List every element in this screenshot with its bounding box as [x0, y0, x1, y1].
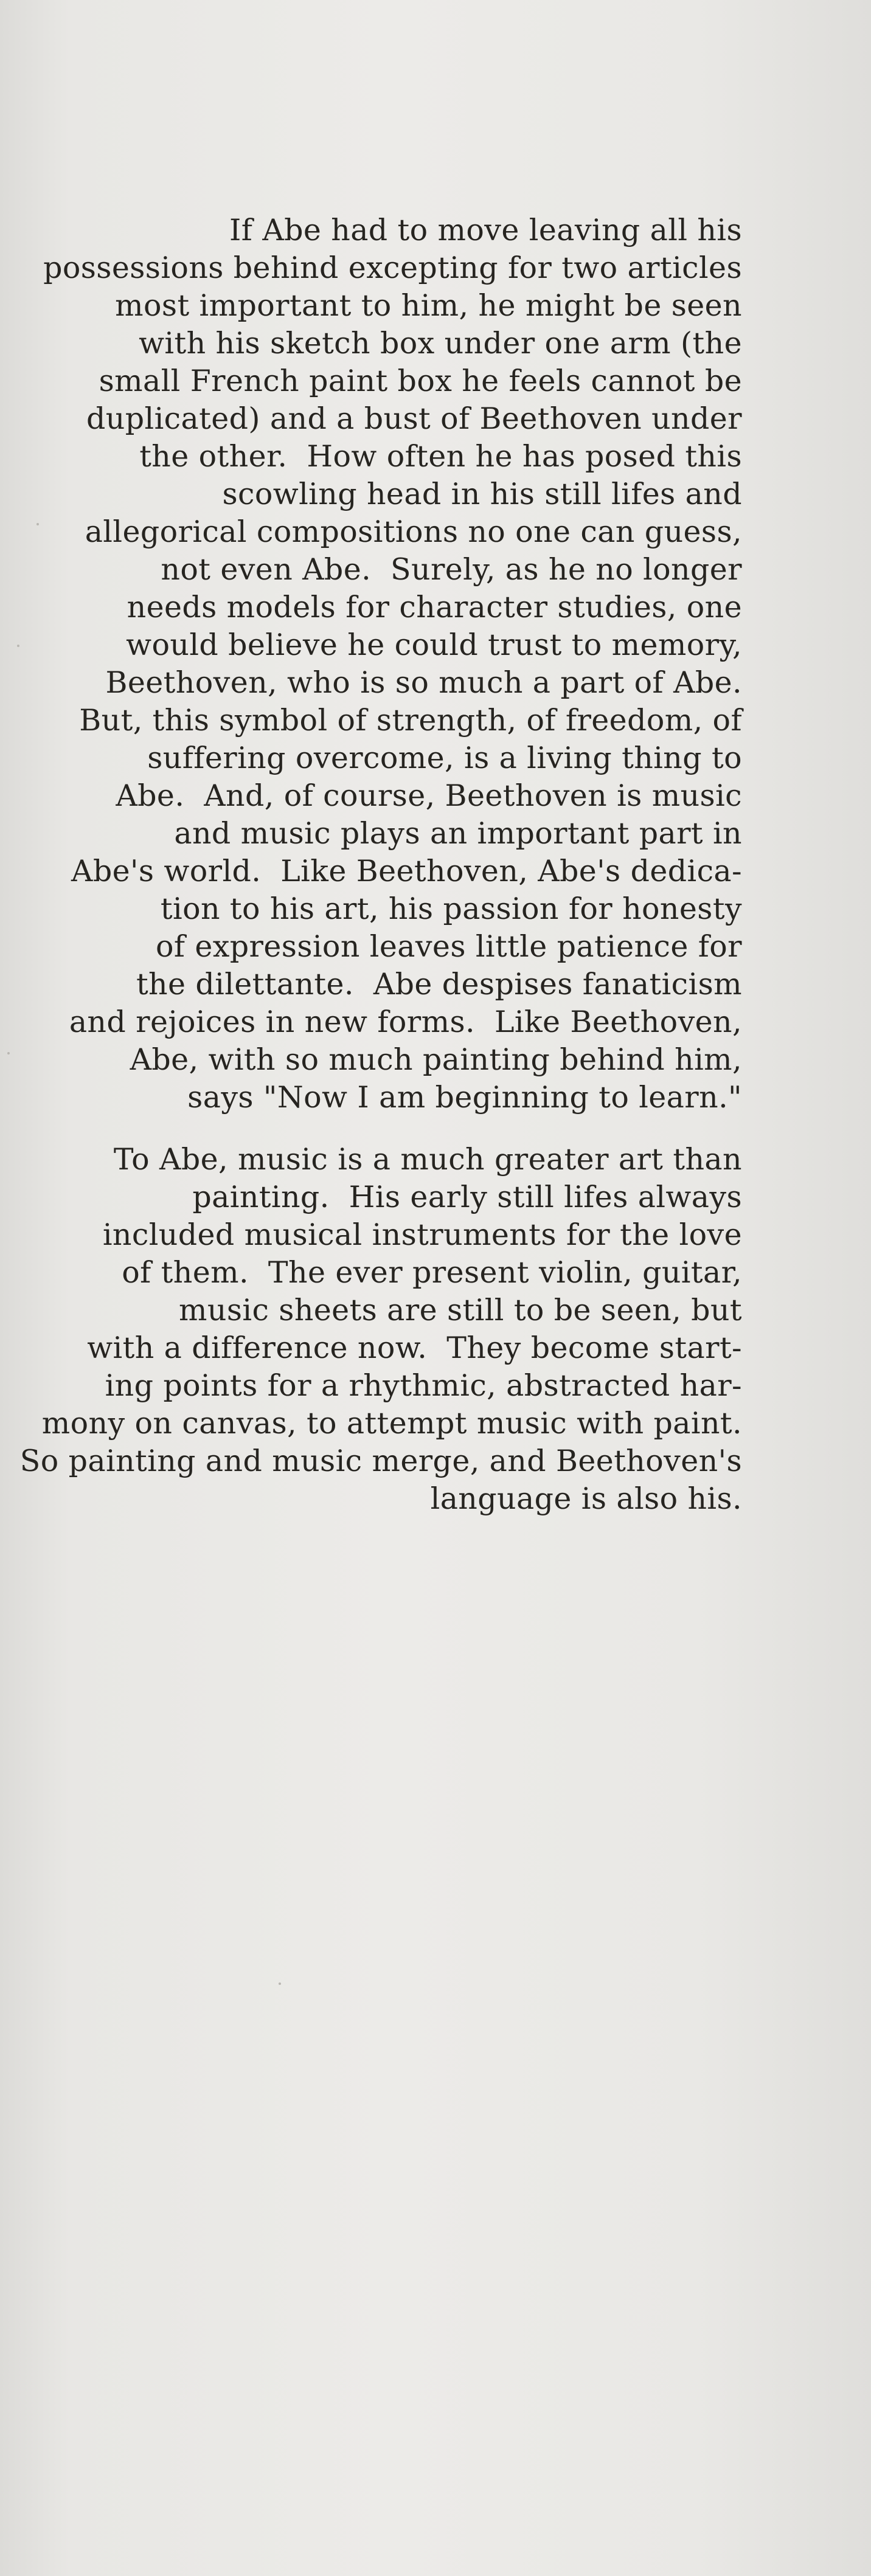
text-line: with his sketch box under one arm (the — [139, 326, 742, 361]
text-line: says "Now I am beginning to learn." — [187, 1080, 742, 1115]
text-line: and rejoices in new forms. Like Beethoven, — [69, 1005, 742, 1039]
paper-speck — [17, 645, 19, 647]
text-line: mony on canvas, to attempt music with paint. — [41, 1406, 742, 1441]
text-line: If Abe had to move leaving all his — [229, 213, 742, 248]
text-line: small French paint box he feels cannot be — [99, 364, 742, 398]
paper-speck — [279, 1982, 281, 1985]
text-line: the other. How often he has posed this — [139, 439, 742, 474]
text-line: would believe he could trust to memory, — [126, 628, 742, 662]
text-line: of them. The ever present violin, guitar, — [122, 1255, 742, 1290]
text-line: language is also his. — [430, 1481, 742, 1516]
text-line: and music plays an important part in — [174, 816, 742, 851]
paper-speck — [36, 523, 39, 525]
text-line: To Abe, music is a much greater art than — [113, 1142, 742, 1177]
text-line: painting. His early still lifes always — [192, 1180, 742, 1214]
text-line: Abe's world. Like Beethoven, Abe's dedica- — [71, 854, 742, 888]
text-line: tion to his art, his passion for honesty — [160, 892, 742, 926]
text-line: allegorical compositions no one can guess, — [85, 514, 742, 549]
text-line: most important to him, he might be seen — [115, 288, 742, 323]
text-line: duplicated) and a bust of Beethoven under — [86, 401, 742, 436]
text-line: included musical instruments for the love — [102, 1217, 742, 1252]
text-line: with a difference now. They become start- — [87, 1331, 742, 1365]
text-line: not even Abe. Surely, as he no longer — [161, 552, 742, 587]
text-line: needs models for character studies, one — [127, 590, 742, 625]
text-line: So painting and music merge, and Beethoven's — [19, 1444, 742, 1478]
text-line: the dilettante. Abe despises fanaticism — [136, 967, 742, 1002]
text-line: possessions behind excepting for two articles — [43, 251, 742, 285]
text-line: ing points for a rhythmic, abstracted har- — [105, 1368, 742, 1403]
text-line: of expression leaves little patience for — [155, 929, 742, 964]
paper-speck — [7, 1052, 10, 1054]
text-line: Beethoven, who is so much a part of Abe. — [105, 665, 742, 700]
text-line: But, this symbol of strength, of freedom, of — [79, 703, 742, 738]
text-line: Abe. And, of course, Beethoven is music — [116, 778, 742, 813]
text-line: Abe, with so much painting behind him, — [130, 1042, 742, 1077]
text-line: suffering overcome, is a living thing to — [147, 741, 742, 775]
text-line: music sheets are still to be seen, but — [179, 1293, 742, 1328]
text-line: scowling head in his still lifes and — [222, 477, 742, 511]
